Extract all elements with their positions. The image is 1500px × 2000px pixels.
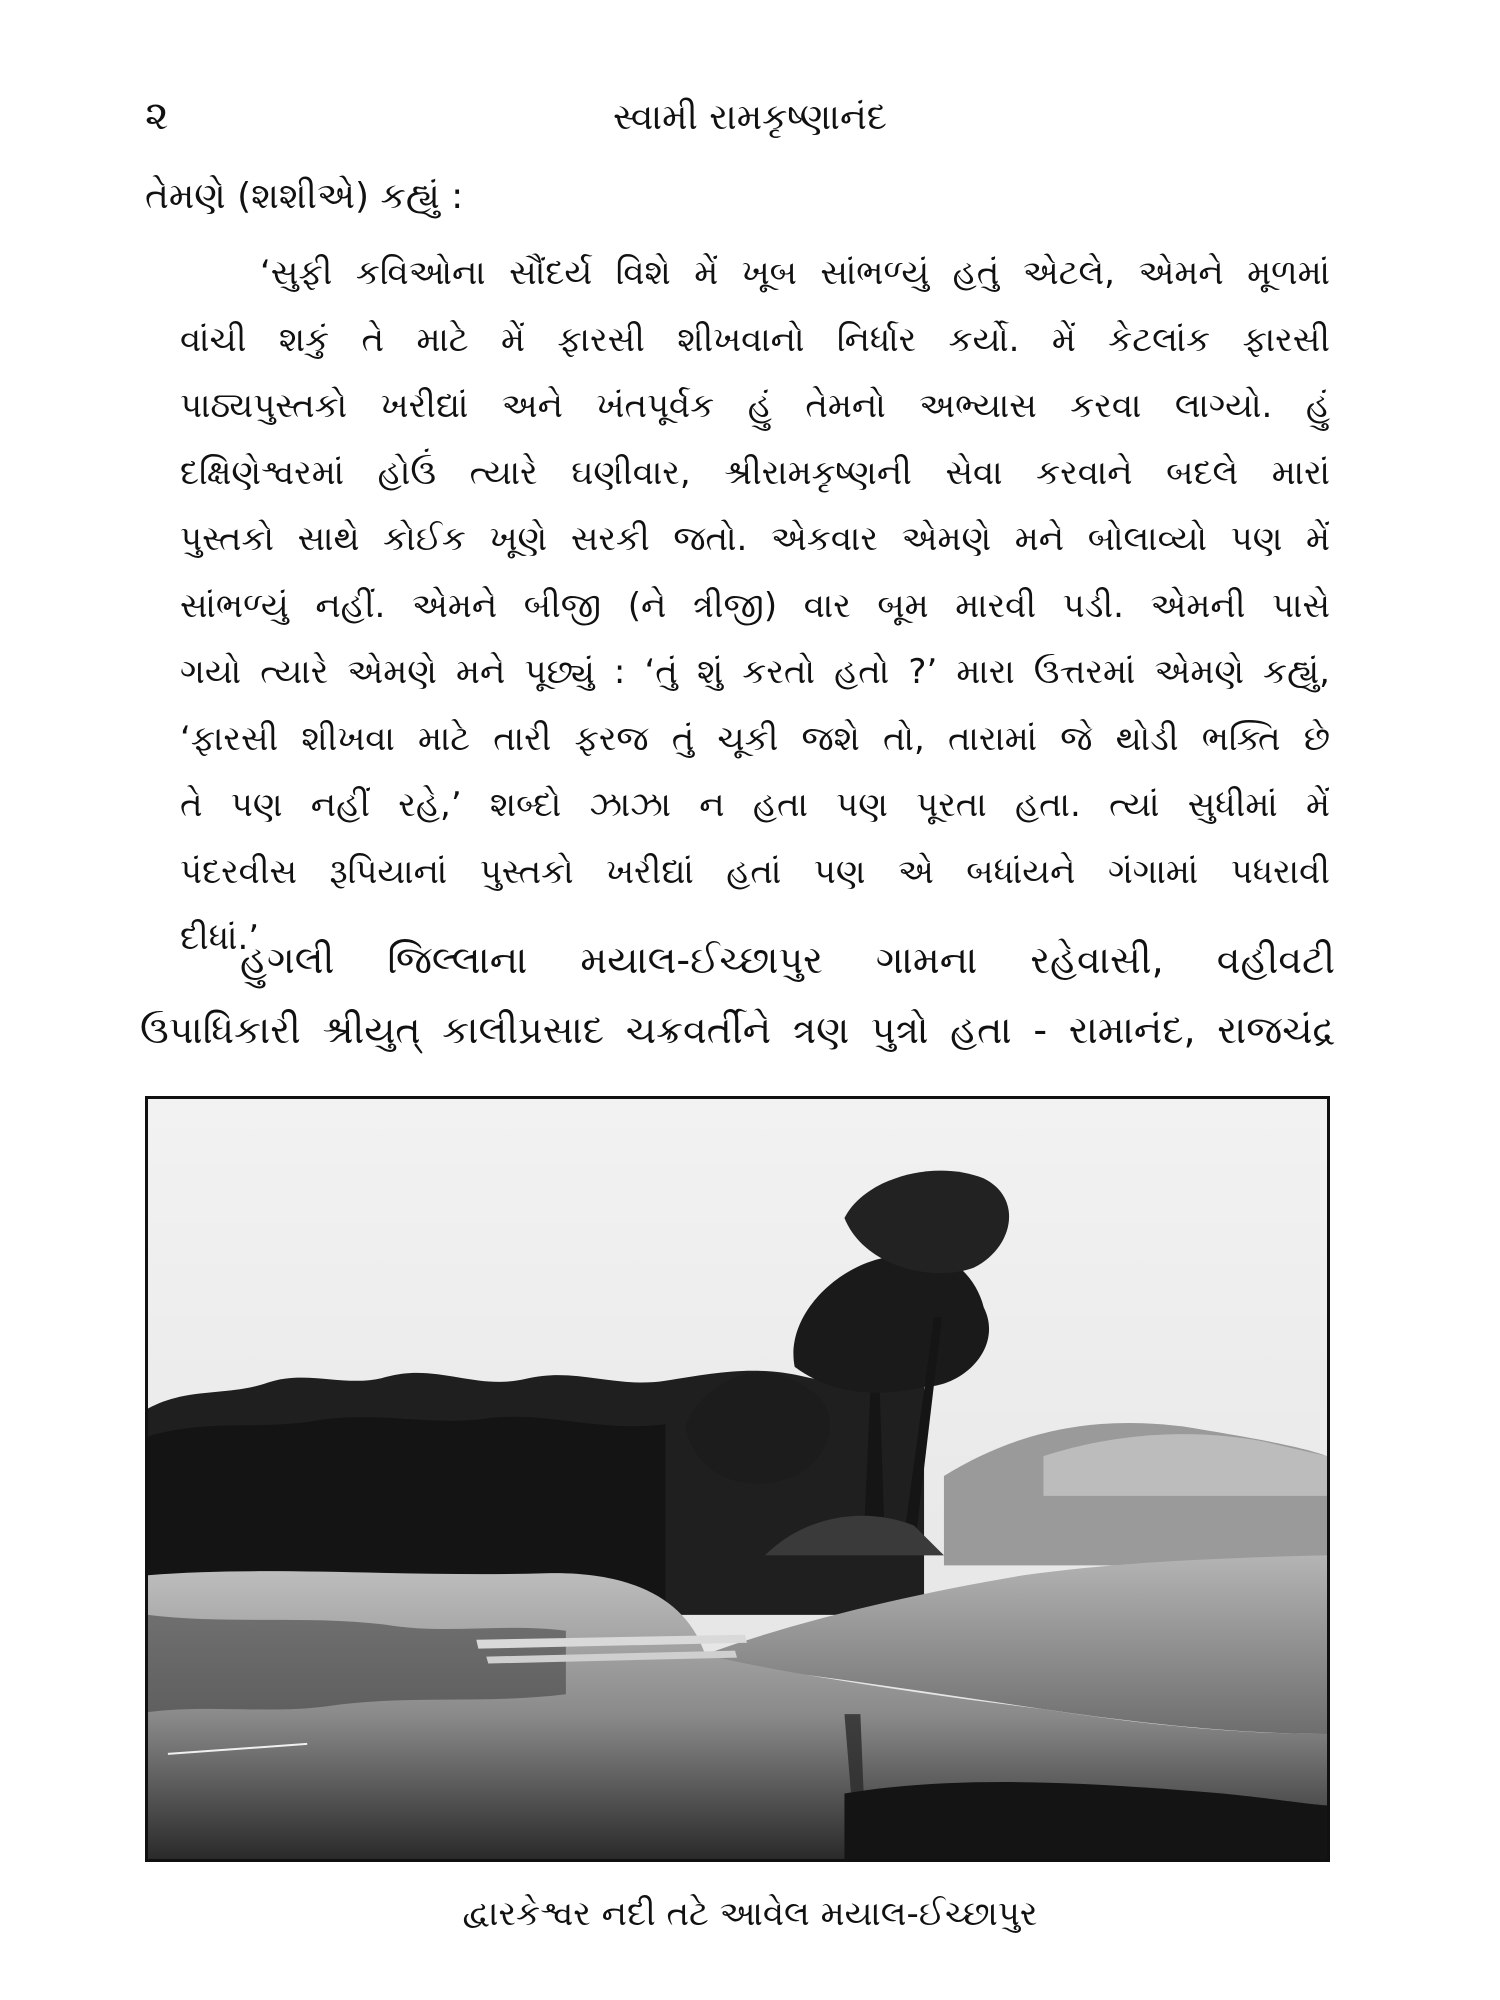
quote-line: પંદરવીસ રૂપિયાનાં પુસ્તકો ખરીદ્યાં હતાં પણ એ બધાંયને ગંગામાં પધરાવી — [180, 851, 1330, 892]
running-title: સ્વામી રામકૃષ્ણાનંદ — [613, 97, 887, 138]
body-line: ઉપાધિકારી શ્રીયુત્ કાલીપ્રસાદ ચક્રવર્તીને ત્રણ પુત્રો હતા - રામાનંદ, રાજચંદ્ર — [140, 1008, 1335, 1052]
river-photograph — [145, 1096, 1330, 1862]
page-number: ૨ — [145, 93, 169, 139]
quote-line: ‘સુફી કવિઓના સૌંદર્ય વિશે મેં ખૂબ સાંભળ્યું હતું એટલે, એમને મૂળમાં — [260, 253, 1330, 293]
quote-line: દીધાં.’ — [180, 918, 260, 958]
quote-block — [180, 240, 1330, 972]
intro-line: તેમણે (શશીએ) કહ્યું : — [145, 176, 464, 217]
quote-line: તે પણ નહીં રહે,’ શબ્દો ઝાઝા ન હતા પણ પૂરતા હતા. ત્યાં સુધીમાં મેં — [180, 785, 1330, 825]
body-line: હુગલી જિલ્લાના મયાલ-ઈચ્છાપુર ગામના રહેવાસી, વહીવટી — [240, 938, 1335, 982]
quote-line: વાંચી શકું તે માટે મેં ફારસી શીખવાનો નિર્ધાર કર્યો. મેં કેટલાંક ફારસી — [180, 319, 1330, 360]
quote-line: પાઠ્યપુસ્તકો ખરીદ્યાં અને ખંતપૂર્વક હું તેમનો અભ્યાસ કરવા લાગ્યો. હું — [180, 386, 1330, 426]
river-landscape-image — [148, 1099, 1327, 1859]
quote-line: પુસ્તકો સાથે કોઈક ખૂણે સરકી જતો. એકવાર એમણે મને બોલાવ્યો પણ મેં — [180, 519, 1330, 559]
quote-line: સાંભળ્યું નહીં. એમને બીજી (ને ત્રીજી) વાર બૂમ મારવી પડી. એમની પાસે — [180, 585, 1330, 626]
quote-line: દક્ષિણેશ્વરમાં હોઉં ત્યારે ઘણીવાર, શ્રીરામકૃષ્ણની સેવા કરવાને બદલે મારાં — [180, 452, 1330, 493]
quote-line: ગયો ત્યારે એમણે મને પૂછ્યું : ‘તું શું કરતો હતો ?’ મારા ઉત્તરમાં એમણે કહ્યું, — [180, 652, 1330, 692]
quote-line: ‘ફારસી શીખવા માટે તારી ફરજ તું ચૂકી જશે તો, તારામાં જે થોડી ભક્તિ છે — [180, 718, 1330, 759]
body-paragraph — [140, 925, 1335, 1065]
photo-caption: દ્વારકેશ્વર નદી તટે આવેલ મયાલ-ઈચ્છાપુર — [462, 1894, 1038, 1934]
